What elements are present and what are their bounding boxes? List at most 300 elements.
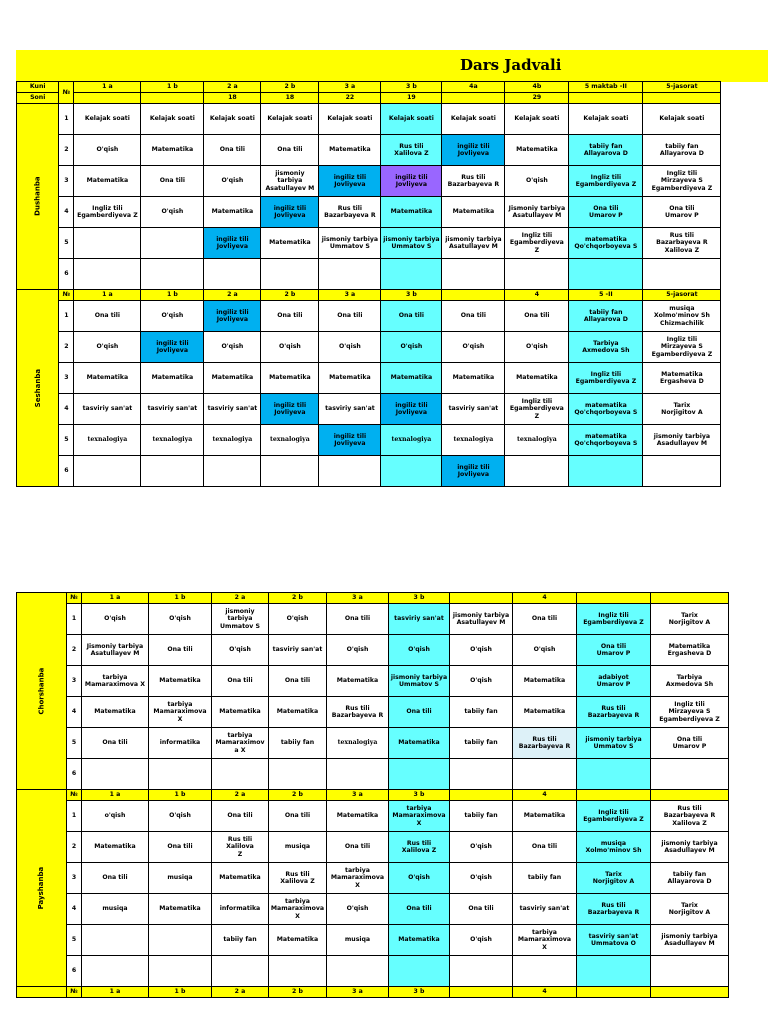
lesson-cell: Rus tili Bazarbayeva R (512, 728, 576, 759)
lesson-number: 2 (66, 635, 81, 666)
lesson-cell: Ingliz tili Egamberdiyeva Z (569, 363, 643, 394)
lesson-cell: ingiliz tili Jovliyeva (204, 301, 261, 332)
lesson-cell: O'qish (512, 635, 576, 666)
lesson-cell: Matematika Ergasheva D (650, 635, 728, 666)
class-header (449, 790, 512, 801)
lesson-cell: musiqa Xolmo'minov Sh Chizmachilik (643, 301, 721, 332)
class-header: 2 b (268, 790, 326, 801)
class-header: 3 a (319, 82, 381, 93)
lesson-cell: O'qish (204, 332, 261, 363)
lesson-number: 1 (59, 104, 74, 135)
lesson-cell: jismoniy tarbiya Asadullayev M (650, 925, 728, 956)
lesson-cell: tarbiya Mamaraximova X (326, 863, 388, 894)
lesson-cell: O'qish (388, 863, 449, 894)
lesson-cell (141, 228, 204, 259)
lesson-number: 6 (59, 259, 74, 290)
lesson-cell: Matematika (442, 363, 505, 394)
lesson-cell (512, 759, 576, 790)
class-header: 2 b (261, 290, 319, 301)
lesson-cell: jismoniy tarbiya Ummatov S (576, 728, 650, 759)
lesson-cell: Tarix Norjigitov A (643, 394, 721, 425)
lesson-number: 5 (59, 425, 74, 456)
lesson-cell: tabiiy fan (268, 728, 326, 759)
lesson-cell: Ona tili (505, 301, 569, 332)
student-count (74, 93, 141, 104)
lesson-cell: tarbiya Mamaraximova X (388, 801, 449, 832)
lesson-cell: Ona tili (261, 135, 319, 166)
lesson-cell (74, 259, 141, 290)
lesson-cell (141, 456, 204, 487)
student-count (442, 93, 505, 104)
day-name: Dushanba (33, 176, 42, 217)
lesson-cell: Rus tili Bazarbayeva R Xalilova Z (650, 801, 728, 832)
lesson-cell (211, 956, 268, 987)
lesson-cell: Kelajak soati (261, 104, 319, 135)
lesson-cell: Ingliz tili Egamberdiyeva Z (505, 228, 569, 259)
lesson-cell: Tarix Norjigitov A (576, 863, 650, 894)
lesson-cell: Tarix Norjigitov A (650, 894, 728, 925)
class-header (650, 790, 728, 801)
class-header: 3 a (326, 790, 388, 801)
lesson-cell: tabiiy fan (449, 801, 512, 832)
lesson-cell (81, 925, 148, 956)
lesson-cell: ingiliz tili Jovliyeva (381, 166, 442, 197)
lesson-number: 5 (59, 228, 74, 259)
lesson-cell: Ona tili (211, 801, 268, 832)
lesson-number: 4 (66, 894, 81, 925)
class-header: 3 b (388, 790, 449, 801)
lesson-row (17, 759, 729, 790)
lesson-cell (388, 956, 449, 987)
lesson-number: 2 (66, 832, 81, 863)
class-header: 5-jasorat (643, 290, 721, 301)
class-header: 2 a (211, 790, 268, 801)
lesson-cell: Kelajak soati (505, 104, 569, 135)
lesson-cell: jismoniy tarbiya Ummatov S (381, 228, 442, 259)
lesson-cell: tabiiy fan Allayarova D (569, 301, 643, 332)
lesson-cell: Ingliz tili Egamberdiyeva Z (569, 166, 643, 197)
class-header: 1 b (148, 987, 211, 998)
class-header: 1 b (141, 82, 204, 93)
lesson-cell: O'qish (211, 635, 268, 666)
lesson-cell: Matematika (74, 166, 141, 197)
lesson-cell: Tarbiya Axmedova Sh (650, 666, 728, 697)
lesson-cell: texnalogiya (442, 425, 505, 456)
lesson-number: 5 (66, 925, 81, 956)
lesson-cell: tabiiy fan (211, 925, 268, 956)
lesson-cell (381, 456, 442, 487)
lesson-cell (268, 759, 326, 790)
class-header: 5 -II (569, 290, 643, 301)
lesson-cell: musiqa (326, 925, 388, 956)
lesson-cell (148, 759, 211, 790)
day-label-empty (17, 987, 67, 998)
lesson-cell: Kelajak soati (74, 104, 141, 135)
lesson-cell (74, 456, 141, 487)
lesson-cell: Ona tili Umarov P (569, 197, 643, 228)
lesson-cell: ingiliz tili Jovliyeva (141, 332, 204, 363)
class-header: 4 (512, 987, 576, 998)
lesson-cell: Ona tili (449, 894, 512, 925)
lesson-cell (268, 956, 326, 987)
lesson-cell (381, 259, 442, 290)
lesson-cell (261, 259, 319, 290)
student-count: 22 (319, 93, 381, 104)
lesson-cell (505, 456, 569, 487)
lesson-cell: Rus tili Bazarbayeva R (576, 894, 650, 925)
class-header: 3 b (381, 82, 442, 93)
lesson-row (17, 728, 729, 759)
lesson-cell: Matematika (326, 666, 388, 697)
lesson-number: 6 (59, 456, 74, 487)
lesson-number: 5 (66, 728, 81, 759)
lesson-cell: O'qish (148, 604, 211, 635)
class-header-row (17, 987, 729, 998)
student-count: 19 (381, 93, 442, 104)
class-header: 1 a (81, 790, 148, 801)
lesson-cell: Ingliz tili Egamberdiyeva Z (576, 801, 650, 832)
lesson-cell: Matematika (319, 135, 381, 166)
class-header: 2 a (211, 593, 268, 604)
lesson-number: 4 (59, 197, 74, 228)
lesson-number: 1 (66, 801, 81, 832)
lesson-number: 3 (66, 666, 81, 697)
class-header: 3 a (319, 290, 381, 301)
lesson-cell: Matematika (512, 697, 576, 728)
lesson-cell: jismoniy tarbiya Asadullayev M (650, 832, 728, 863)
kuni-label: Kuni (17, 82, 59, 93)
lesson-cell: O'qish (449, 635, 512, 666)
lesson-row (17, 197, 721, 228)
class-header-row (17, 82, 721, 93)
lesson-cell: O'qish (74, 332, 141, 363)
lesson-cell: Ona tili (74, 301, 141, 332)
lesson-cell: Tarix Norjigitov A (650, 604, 728, 635)
lesson-cell: Matematika (381, 363, 442, 394)
lesson-cell: jismoniy tarbiya Ummatov S (388, 666, 449, 697)
number-header: № (66, 987, 81, 998)
lesson-cell: Rus tili Xalilova Z (388, 832, 449, 863)
lesson-number: 6 (66, 956, 81, 987)
lesson-number: 1 (66, 604, 81, 635)
student-count (643, 93, 721, 104)
lesson-cell: Kelajak soati (319, 104, 381, 135)
lesson-row (17, 801, 729, 832)
lesson-cell: Ona tili (388, 894, 449, 925)
lesson-cell: Rus tili Xalilova Z (268, 863, 326, 894)
lesson-row (17, 863, 729, 894)
lesson-cell: Matematika (388, 728, 449, 759)
class-header (449, 987, 512, 998)
lesson-cell: Matematika (268, 925, 326, 956)
lesson-cell (74, 228, 141, 259)
class-header-row (17, 290, 721, 301)
soni-label: Soni (17, 93, 59, 104)
lesson-cell: Ona tili (442, 301, 505, 332)
lesson-cell: Ona tili (268, 801, 326, 832)
lesson-cell: tasviriy san'at (141, 394, 204, 425)
lesson-number: 4 (66, 697, 81, 728)
lesson-cell: O'qish (141, 301, 204, 332)
lesson-cell: informatika (211, 894, 268, 925)
lesson-cell: Matematika (512, 801, 576, 832)
schedule-table-top (16, 81, 721, 487)
lesson-cell: ingiliz tili Jovliyeva (261, 394, 319, 425)
lesson-cell (569, 259, 643, 290)
lesson-cell: texnalogiya (204, 425, 261, 456)
class-header: 3 a (326, 987, 388, 998)
lesson-cell: Matematika (505, 135, 569, 166)
lesson-cell: texnalogiya (505, 425, 569, 456)
lesson-cell (81, 759, 148, 790)
student-count: 18 (261, 93, 319, 104)
lesson-row (17, 832, 729, 863)
lesson-cell: Ona tili (388, 697, 449, 728)
class-header: 1 b (148, 593, 211, 604)
lesson-cell: tabiiy fan Allayarova D (569, 135, 643, 166)
lesson-row (17, 301, 721, 332)
class-header: 1 b (148, 790, 211, 801)
lesson-cell: Matematika (141, 363, 204, 394)
lesson-cell (449, 759, 512, 790)
lesson-cell: Matematika (81, 832, 148, 863)
lesson-cell: tarbiya Mamaraximova X (81, 666, 148, 697)
day-name: Chorshanba (37, 667, 46, 715)
lesson-cell: Ingliz tili Egamberdiyeva Z (505, 394, 569, 425)
class-header-row (17, 790, 729, 801)
lesson-cell: tasviriy san'at (512, 894, 576, 925)
lesson-cell: O'qish (388, 635, 449, 666)
lesson-cell: jismoniy tarbiya Asadullayev M (643, 425, 721, 456)
lesson-cell: O'qish (141, 197, 204, 228)
class-header: 4 (512, 790, 576, 801)
lesson-cell: Matematika (211, 863, 268, 894)
class-header: 4 (512, 593, 576, 604)
class-header: 1 a (74, 82, 141, 93)
lesson-cell: O'qish (261, 332, 319, 363)
lesson-cell: Kelajak soati (204, 104, 261, 135)
lesson-row (17, 332, 721, 363)
lesson-number: 3 (59, 363, 74, 394)
lesson-cell: jismoniy tarbiya Ummatov S (211, 604, 268, 635)
lesson-cell: Ona tili (512, 604, 576, 635)
lesson-cell: O'qish (148, 801, 211, 832)
lesson-cell: tabiiy fan (449, 697, 512, 728)
lesson-cell: tarbiya Mamaraximov a X (211, 728, 268, 759)
lesson-cell: Matematika (74, 363, 141, 394)
lesson-cell: jismoniy tarbiya Asatullayev M (261, 166, 319, 197)
student-count (141, 93, 204, 104)
lesson-cell: Matematika (211, 697, 268, 728)
lesson-cell: tabiiy fan (449, 728, 512, 759)
lesson-cell: Matematika Ergasheva D (643, 363, 721, 394)
lesson-cell: Ona tili (211, 666, 268, 697)
class-header (650, 987, 728, 998)
lesson-cell (326, 956, 388, 987)
lesson-cell (576, 956, 650, 987)
lesson-cell: o'qish (81, 801, 148, 832)
lesson-cell: O'qish (449, 832, 512, 863)
lesson-cell: O'qish (326, 635, 388, 666)
lesson-cell: musiqa (148, 863, 211, 894)
lesson-cell: Ingliz tili Mirzayeva S Egamberdiyeva Z (643, 332, 721, 363)
lesson-cell: Matematika (388, 925, 449, 956)
class-header-row (17, 593, 729, 604)
lesson-cell: ingiliz tili Jovliyeva (319, 425, 381, 456)
lesson-cell: musiqa Xolmo'minov Sh (576, 832, 650, 863)
lesson-cell: tarbiya Mamaraximova X (512, 925, 576, 956)
schedule-table-bottom (16, 592, 729, 998)
day-name: Payshanba (37, 866, 46, 910)
page-title: Dars Jadvali (460, 56, 562, 74)
lesson-number: 3 (59, 166, 74, 197)
class-header: 3 b (388, 593, 449, 604)
class-header (449, 593, 512, 604)
lesson-row (17, 104, 721, 135)
lesson-cell: Matematika (204, 363, 261, 394)
lesson-cell: Kelajak soati (442, 104, 505, 135)
lesson-cell (442, 259, 505, 290)
lesson-number: 6 (66, 759, 81, 790)
lesson-cell (449, 956, 512, 987)
lesson-row (17, 394, 721, 425)
lesson-cell: Ona tili (381, 301, 442, 332)
lesson-cell: tasviriy san'at (442, 394, 505, 425)
lesson-cell: Rus tili Bazarbayeva R Xalilova Z (643, 228, 721, 259)
lesson-cell: ingiliz tili Jovliyeva (442, 135, 505, 166)
lesson-cell: ingiliz tili Jovliyeva (319, 166, 381, 197)
class-header: 5 maktab -II (569, 82, 643, 93)
lesson-cell: ingiliz tili Jovliyeva (261, 197, 319, 228)
lesson-number: 1 (59, 301, 74, 332)
title-bar (16, 50, 768, 82)
lesson-cell (569, 456, 643, 487)
lesson-cell: tarbiya Mamaraximova X (268, 894, 326, 925)
lesson-cell: O'qish (204, 166, 261, 197)
lesson-cell: Ona tili (81, 728, 148, 759)
lesson-cell: Ona tili (81, 863, 148, 894)
class-header: 2 b (261, 82, 319, 93)
class-header (576, 987, 650, 998)
lesson-row (17, 925, 729, 956)
lesson-cell: matematika Qo'chqorboyeva S (569, 228, 643, 259)
lesson-cell: Tarbiya Axmedova Sh (569, 332, 643, 363)
lesson-cell (326, 759, 388, 790)
lesson-cell: O'qish (442, 332, 505, 363)
lesson-cell: Ona tili (148, 635, 211, 666)
class-header: 1 b (141, 290, 204, 301)
lesson-row (17, 166, 721, 197)
lesson-row (17, 604, 729, 635)
lesson-cell: tasviriy san'at (268, 635, 326, 666)
lesson-row (17, 697, 729, 728)
lesson-cell: jismoniy tarbiya Asatullayev M (449, 604, 512, 635)
lesson-cell: adabiyot Umarov P (576, 666, 650, 697)
lesson-cell: Kelajak soati (643, 104, 721, 135)
lesson-cell (650, 956, 728, 987)
lesson-cell: musiqa (268, 832, 326, 863)
lesson-cell: O'qish (449, 666, 512, 697)
lesson-cell (81, 956, 148, 987)
lesson-cell: Rus tili Bazarbayeva R (326, 697, 388, 728)
class-header: 3 a (326, 593, 388, 604)
lesson-cell: tasviriy san'at Ummatova O (576, 925, 650, 956)
lesson-number: 2 (59, 135, 74, 166)
lesson-cell (319, 259, 381, 290)
student-count (569, 93, 643, 104)
lesson-cell: matematika Qo'chqorboyeva S (569, 394, 643, 425)
class-header (442, 290, 505, 301)
lesson-cell: Kelajak soati (569, 104, 643, 135)
lesson-cell: tasviriy san'at (319, 394, 381, 425)
lesson-cell: Rus tili Xalilova Z (381, 135, 442, 166)
class-header: 2 a (211, 987, 268, 998)
class-header: 2 b (268, 593, 326, 604)
lesson-cell: Ingliz tili Egamberdiyeva Z (576, 604, 650, 635)
lesson-row (17, 259, 721, 290)
number-header: № (66, 593, 81, 604)
lesson-cell (643, 456, 721, 487)
lesson-cell: tasviriy san'at (74, 394, 141, 425)
lesson-cell: Ona tili (261, 301, 319, 332)
lesson-cell: tasviriy san'at (388, 604, 449, 635)
day-label-dushanba (17, 104, 59, 290)
lesson-cell: O'qish (74, 135, 141, 166)
student-count: 18 (204, 93, 261, 104)
lesson-cell: O'qish (326, 894, 388, 925)
lesson-cell: Ona tili Umarov P (576, 635, 650, 666)
lesson-cell: musiqa (81, 894, 148, 925)
lesson-cell: Matematika (81, 697, 148, 728)
lesson-cell: Ona tili (204, 135, 261, 166)
lesson-row (17, 894, 729, 925)
lesson-cell: Rus tili Xalilova Z (211, 832, 268, 863)
lesson-cell: tasviriy san'at (204, 394, 261, 425)
lesson-cell: Matematika (148, 666, 211, 697)
number-header: № (59, 290, 74, 301)
class-header (650, 593, 728, 604)
lesson-cell: Ingliz tili Mirzayeva S Egamberdiyeva Z (643, 166, 721, 197)
class-header: 4b (505, 82, 569, 93)
lesson-cell: Ona tili (326, 832, 388, 863)
lesson-cell: Matematika (512, 666, 576, 697)
class-header: 4a (442, 82, 505, 93)
lesson-cell: Ingliz tili Mirzayeva S Egamberdiyeva Z (650, 697, 728, 728)
lesson-cell (576, 759, 650, 790)
lesson-cell: Jismoniy tarbiya Asatullayev M (81, 635, 148, 666)
number-header: № (59, 82, 74, 104)
lesson-cell: Ona tili Umarov P (643, 197, 721, 228)
lesson-cell: Ingliz tili Egamberdiyeva Z (74, 197, 141, 228)
lesson-cell (261, 456, 319, 487)
lesson-cell (204, 456, 261, 487)
lesson-cell: tarbiya Mamaraximova X (148, 697, 211, 728)
lesson-cell (643, 259, 721, 290)
class-header: 2 a (204, 290, 261, 301)
lesson-cell (148, 956, 211, 987)
lesson-cell: Rus tili Bazarbayeva R (576, 697, 650, 728)
lesson-cell: O'qish (449, 863, 512, 894)
lesson-cell: tabiiy fan (512, 863, 576, 894)
lesson-cell: Rus tili Bazarbayeva R (442, 166, 505, 197)
lesson-cell: Matematika (261, 228, 319, 259)
lesson-cell: texnalogiya (74, 425, 141, 456)
class-header: 1 a (81, 593, 148, 604)
lesson-cell: O'qish (81, 604, 148, 635)
student-count-row (17, 93, 721, 104)
lesson-cell: Matematika (381, 197, 442, 228)
lesson-number: 3 (66, 863, 81, 894)
